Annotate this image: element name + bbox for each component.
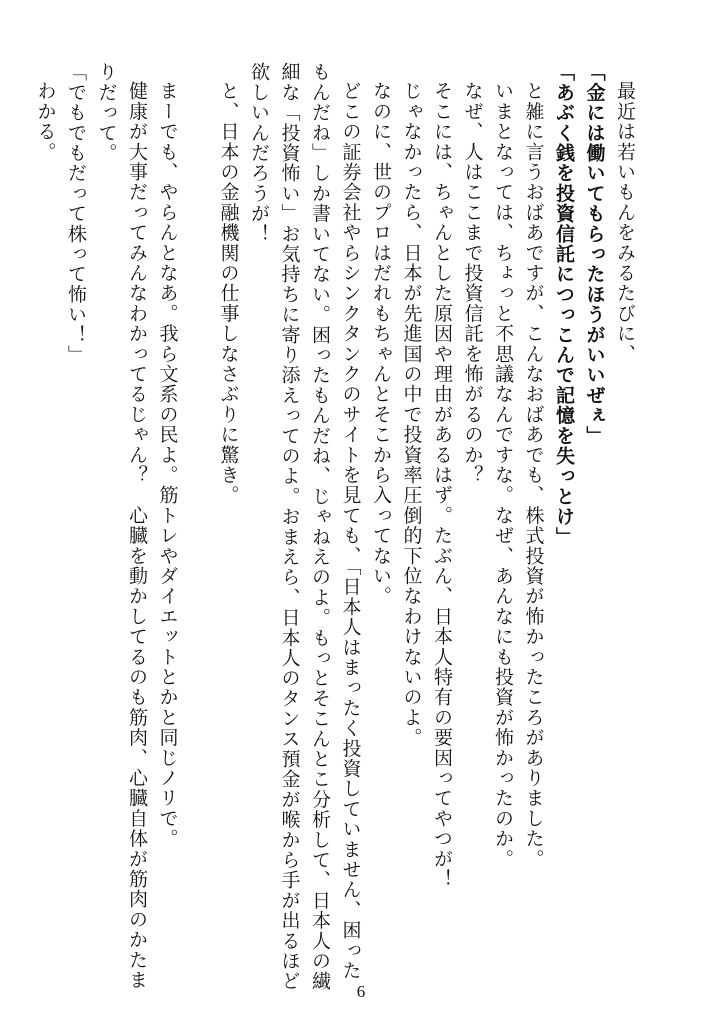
text-line: 健康が大事だってみんなわかってるじゃん？ 心臓を動かしてるのも筋肉、心臓自体が筋肉のかたま: [126, 81, 148, 990]
vertical-body-text: [34, 62, 640, 992]
text-line: と、日本の金融機関の仕事しなさぶりに驚き。: [217, 81, 240, 506]
text-line: じゃなかったら、日本が先進国の中で投資率圧倒的下位なわけないのよ。: [400, 81, 423, 748]
text-line: わかる。: [34, 81, 57, 162]
text-line-bold: 「金には働いてもらったほうがいいぜぇ」: [583, 62, 606, 446]
text-line-bold: 「あぶく銭を投資信託につっこんで記憶を失っとけ」: [553, 62, 575, 547]
text-line: もんだね」しか書いてない。困ったもんだね、じゃねえのよ。もっとそこんとこ分析して、日本人の繊: [309, 62, 331, 992]
text-line: まーでも、やらんとなあ。我ら文系の民よ。筋トレやダイエットとかと同じノリで。: [156, 81, 179, 849]
text-line: と雑に言うおばあですが、こんなおばあでも、株式投資が怖かったころがありました。: [522, 81, 545, 869]
text-line: 欲しいんだろうが！: [248, 62, 270, 244]
text-line: そこには、ちゃんとした原因や理由があるはず。たぶん、日本人特有の要因ってやつが！: [431, 81, 453, 889]
text-line: なぜ、人はここまで投資信託を怖がるのか？: [461, 81, 484, 485]
blank-line: [183, 62, 214, 962]
text-line: 細な「投資怖い」お気持ちに寄り添えってのよ。おまえら、日本人のタンス預金が喉から手が出るほど: [278, 62, 301, 992]
text-line: 最近は若いもんをみるたびに、: [614, 81, 636, 364]
page-number: 6: [356, 982, 366, 1001]
text-line: どこの証券会社やらシンクタンクのサイトを見ても、「日本人はまったく投資していません、困った: [339, 81, 362, 981]
text-line: りだって。: [95, 62, 118, 163]
text-line: なのに、世のプロはだれもちゃんとそこから入ってない。: [370, 81, 392, 607]
text-line: いまとなっては、ちょっと不思議なんですな。なぜ、あんなにも投資が怖かったのか。: [492, 81, 514, 869]
text-line: 「でもでもだって株って怖い！」: [65, 62, 87, 365]
